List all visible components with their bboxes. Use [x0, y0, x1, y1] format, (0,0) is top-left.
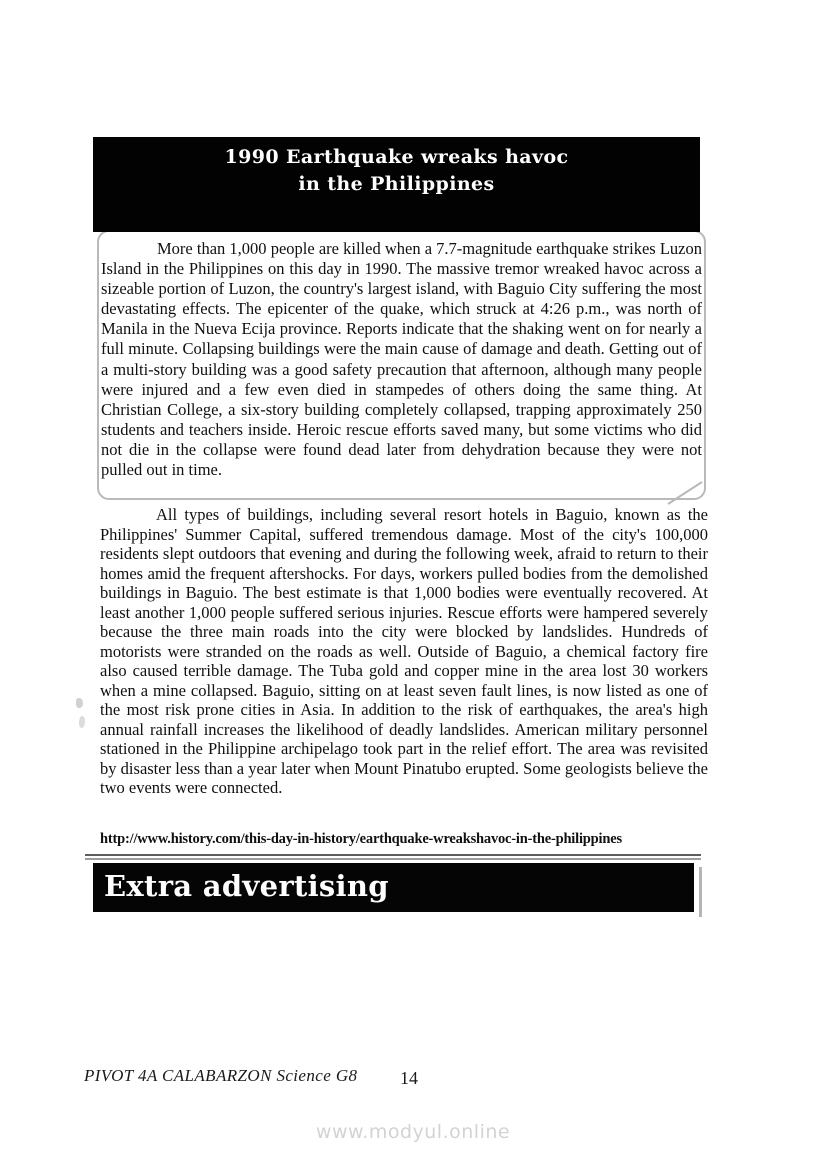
- footer-page-number: 14: [400, 1068, 418, 1088]
- source-url: http://www.history.com/this-day-in-history/earthquake-wreakshavoc-in-the-philippines: [100, 831, 622, 847]
- header-title-line2: in the Philippines: [298, 173, 495, 195]
- footer-book-title: PIVOT 4A CALABARZON Science G8: [84, 1066, 358, 1085]
- scan-artifact: [76, 698, 83, 708]
- header-title-line1: 1990 Earthquake wreaks havoc: [224, 146, 569, 168]
- article-paragraph-1: More than 1,000 people are killed when a 7.7-magnitude earthquake strikes Luzon Island in the Philippines on this day in 1990. The massive tremor wreaked havoc across a sizeable portion of Luzon, the country's largest island, with Baguio City suffering the most devastating effects. The epicenter of the quake, which struck at 4:26 p.m., was north of Manila in the Nueva Ecija province. Reports indicate that the shaking went on for nearly a full minute. Collapsing buildings were the main cause of damage and death. Getting out of a multi-story building was a good safety precaution that afternoon, although many people were injured and a few even died in stampedes of others doing the same thing. At Christian College, a six-story building completely collapsed, trapping approximately 250 students and teachers inside. Heroic rescue efforts saved many, but some victims who did not die in the collapse were found dead later from dehydration because they were not pulled out in time.: [101, 239, 702, 480]
- scan-artifact: [79, 716, 85, 728]
- extra-advertising-banner: [93, 863, 694, 912]
- extra-advertising-label: Extra advertising: [104, 869, 389, 903]
- article-paragraph-2: All types of buildings, including several resort hotels in Baguio, known as the Philippines' Summer Capital, suffered tremendous damage. Most of the city's 100,000 residents slept outdoors that evening and during the following week, afraid to return to their homes amid the frequent aftershocks. For days, workers pulled bodies from the demolished buildings in Baguio. The best estimate is that 1,000 bodies were eventually recovered. At least another 1,000 people suffered serious injuries. Rescue efforts were hampered severely because the three main roads into the city were blocked by landslides. Hundreds of motorists were stranded on the roads as well. Outside of Baguio, a chemical factory fire also caused terrible damage. The Tuba gold and copper mine in the area lost 30 workers when a mine collapsed. Baguio, sitting on at least seven fault lines, is now listed as one of the most risk prone cities in Asia. In addition to the risk of earthquakes, the area's high annual rainfall increases the likelihood of deadly landslides. American military personnel stationed in the Philippine archipelago took part in the relief effort. The area was revisited by disaster less than a year later when Mount Pinatubo erupted. Some geologists believe the two events were connected.: [100, 505, 708, 797]
- header-banner: [93, 137, 700, 232]
- divider-line: [85, 854, 701, 860]
- watermark-text: www.modyul.online: [315, 1121, 511, 1143]
- banner-shadow: [699, 867, 702, 917]
